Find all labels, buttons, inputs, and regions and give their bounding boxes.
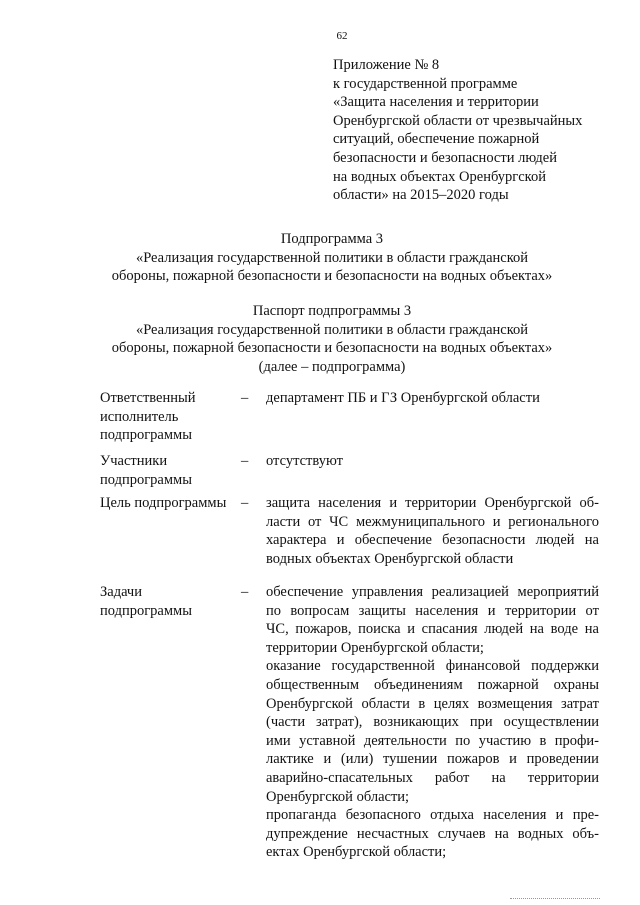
appendix-line: Приложение № 8 — [333, 57, 440, 73]
word: по — [266, 602, 282, 619]
word: лактике — [266, 751, 314, 768]
word: и — [389, 495, 398, 511]
word: пожаров — [446, 751, 500, 768]
word: охраны — [553, 676, 599, 693]
word: и — [487, 602, 496, 619]
appendix-line: безопасности и безопасности людей — [333, 149, 557, 166]
word: участию — [478, 732, 532, 749]
row-value-line — [266, 531, 599, 550]
row-value — [266, 389, 599, 408]
word: характера — [266, 532, 327, 549]
row-value-line: отсутствуют — [266, 453, 343, 469]
word: регионального — [508, 513, 599, 530]
word: объединениям — [373, 676, 463, 693]
appendix-header — [333, 56, 623, 205]
row-dash: – — [241, 584, 249, 600]
word: пропаганда — [266, 807, 337, 824]
word: в — [418, 695, 426, 712]
row-dash: – — [241, 453, 249, 469]
row-label — [100, 583, 240, 620]
word: затрат — [561, 695, 599, 712]
word: (или) — [340, 751, 374, 768]
word: деятельности — [363, 732, 447, 749]
word: общественным — [266, 676, 359, 693]
appendix-line: «Защита населения и территории — [333, 94, 539, 111]
word: аварийно-спасательных — [266, 769, 413, 786]
word: и — [407, 621, 416, 638]
word: ласти — [266, 513, 301, 530]
word: тушении — [383, 751, 438, 768]
word: на — [584, 532, 599, 549]
word: защита — [266, 495, 311, 511]
word: и — [492, 513, 501, 530]
subprogram-title — [12, 230, 640, 286]
word: водных — [517, 825, 564, 842]
row-value-line — [266, 825, 599, 844]
word: и — [323, 751, 332, 768]
row-value-line — [266, 657, 599, 676]
word: (части — [266, 714, 306, 731]
word: от — [307, 513, 322, 530]
word: случаев — [437, 825, 486, 842]
word: населения — [318, 495, 382, 511]
word: возмещения — [477, 695, 553, 712]
word: целях — [433, 695, 470, 712]
word: поиска — [358, 621, 401, 638]
row-label-line: подпрограммы — [100, 471, 192, 488]
word: мероприятий — [517, 584, 599, 600]
word: государственной — [331, 658, 435, 675]
row-value-line: водных объектах Оренбургской области — [266, 550, 514, 567]
scan-edge-mark — [510, 895, 600, 899]
row-value-line — [266, 513, 599, 532]
word: по — [455, 732, 471, 749]
word: работ — [434, 769, 470, 786]
word: реализацией — [431, 584, 509, 600]
row-value-line — [266, 602, 599, 621]
row-value-line: ектах Оренбургской области; — [266, 844, 447, 861]
word: и — [509, 751, 517, 768]
row-value-line — [266, 676, 599, 695]
row-value-line — [266, 769, 599, 788]
word: территории — [504, 602, 577, 619]
row-value-line: департамент ПБ и ГЗ Оренбургской области — [266, 390, 540, 406]
word: на — [491, 769, 506, 786]
appendix-line: на водных объектах Оренбургской — [333, 168, 546, 185]
word: финансовой — [445, 658, 521, 675]
appendix-line: ситуаций, обеспечение пожарной — [333, 131, 540, 148]
word: на — [584, 621, 599, 638]
row-label-line: подпрограммы — [100, 602, 192, 619]
word: людей — [535, 532, 575, 549]
word: и — [555, 807, 564, 824]
word: на — [494, 825, 509, 842]
word: на — [529, 621, 544, 638]
word: ЧС, — [266, 621, 289, 638]
passport-title — [12, 302, 640, 376]
subprogram-title-line: Подпрограмма 3 — [280, 231, 384, 247]
row-dash: – — [241, 390, 249, 406]
row-dash: – — [241, 495, 249, 511]
word: вопросам — [290, 602, 350, 619]
row-value-line — [266, 750, 599, 769]
row-label-line: Ответственный — [100, 390, 196, 406]
row-label — [100, 452, 240, 489]
word: при — [469, 714, 493, 731]
word: Оренбургской — [266, 695, 353, 712]
row-label-line: Задачи — [100, 584, 142, 600]
word: возникающих — [373, 714, 459, 731]
word: межмуниципального — [355, 513, 486, 530]
word: защиты — [358, 602, 406, 619]
row-value — [266, 583, 599, 862]
word: воде — [550, 621, 579, 638]
word: оказание — [266, 658, 321, 675]
appendix-line: Оренбургской области от чрезвычайных — [333, 112, 583, 129]
subprogram-title-line: «Реализация государственной политики в области гражданской — [135, 249, 529, 266]
word: осуществлении — [503, 714, 599, 731]
word: об- — [579, 495, 599, 511]
page-number: 62 — [336, 30, 348, 42]
word: Оренбургской — [484, 495, 572, 511]
word: обеспечение — [266, 584, 344, 600]
word: дупреждение — [266, 825, 348, 842]
appendix-line: области» на 2015–2020 годы — [333, 187, 509, 204]
word: безопасного — [345, 807, 421, 824]
passport-title-line: «Реализация государственной политики в области гражданской — [135, 321, 529, 338]
word: спасания — [421, 621, 478, 638]
word: поддержки — [531, 658, 599, 675]
word: от — [585, 602, 599, 619]
row-label — [100, 494, 240, 513]
row-label-line: Участники — [100, 453, 168, 469]
row-label-line: подпрограммы — [100, 427, 192, 444]
word: людей — [484, 621, 524, 638]
row-value-line — [266, 713, 599, 732]
row-value-line — [266, 732, 599, 751]
word: профи- — [554, 732, 599, 749]
row-value-line — [266, 806, 599, 825]
word: пожарной — [477, 676, 539, 693]
row-label — [100, 389, 240, 445]
word: безопасности — [442, 532, 526, 549]
row-value-line — [266, 695, 599, 714]
row-value-line — [266, 620, 599, 639]
passport-title-line: (далее – подпрограмма) — [258, 358, 406, 375]
passport-title-line: Паспорт подпрограммы 3 — [252, 303, 412, 319]
word: несчастных — [356, 825, 429, 842]
word: ЧС — [329, 513, 349, 530]
word: и — [336, 532, 345, 549]
passport-title-line: обороны, пожарной безопасности и безопасности на водных объектах» — [111, 340, 553, 357]
word: населения — [483, 807, 547, 824]
word: управления — [351, 584, 424, 600]
row-value — [266, 494, 599, 568]
word: пожаров, — [295, 621, 352, 638]
word: отдыха — [430, 807, 474, 824]
row-value — [266, 452, 599, 471]
row-label-line: Цель подпрограммы — [100, 495, 227, 511]
word: проведении — [526, 751, 599, 768]
word: пре- — [572, 807, 599, 824]
word: территории — [527, 769, 599, 786]
word: затрат), — [316, 714, 363, 731]
appendix-line: к государственной программе — [333, 75, 518, 92]
word: населения — [415, 602, 479, 619]
row-value-line — [266, 494, 599, 513]
word: области — [361, 695, 410, 712]
row-value-line: Оренбургской области; — [266, 788, 410, 805]
row-value-line: территории Оренбургской области; — [266, 639, 484, 656]
word: объ- — [572, 825, 599, 842]
word: обеспечение — [354, 532, 432, 549]
subprogram-title-line: обороны, пожарной безопасности и безопасности на водных объектах» — [111, 268, 553, 285]
word: в — [539, 732, 547, 749]
row-label-line: исполнитель — [100, 408, 179, 425]
row-value-line — [266, 583, 599, 602]
word: территории — [405, 495, 477, 511]
word: уставной — [299, 732, 356, 749]
word: ими — [266, 732, 291, 749]
